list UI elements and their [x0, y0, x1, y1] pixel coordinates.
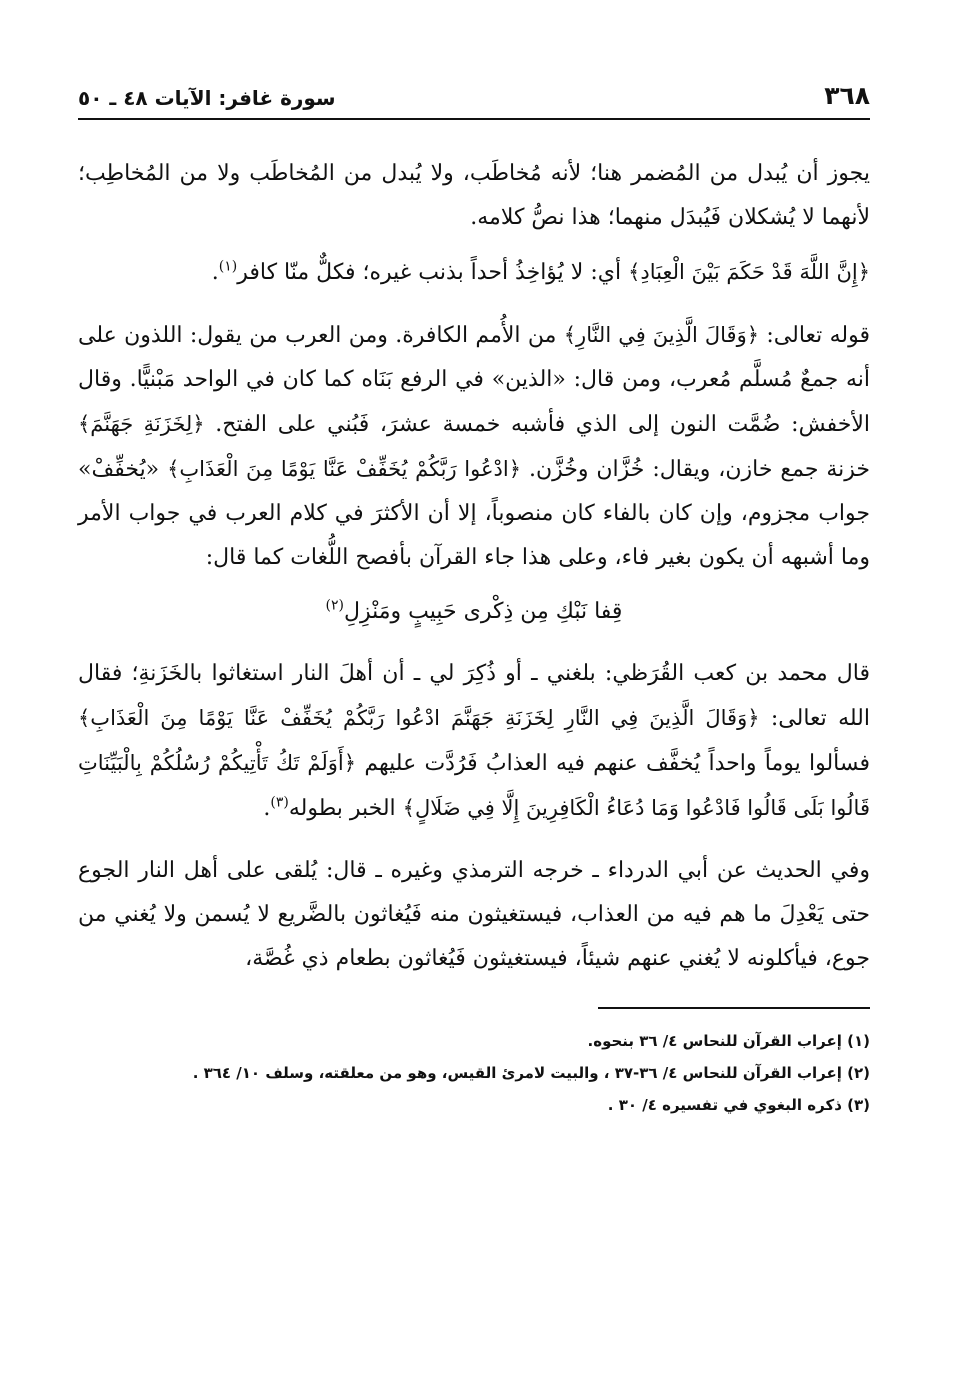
quran-verse: ﴿أَوَلَمْ تَكُ تَأْتِيكُمْ رُسُلُكُمْ بِالْبَيِّنَاتِ قَالُوا بَلَى قَالُوا فَادْعُوا وَمَا دُعَاءُ الْكَافِرِينَ إِلَّا فِي ضَلَالٍ﴾ — [78, 751, 870, 820]
quran-verse: ﴿إِنَّ اللَّهَ قَدْ حَكَمَ بَيْنَ الْعِبَادِ﴾ — [628, 260, 870, 284]
paragraph-text: أي: لا يُؤاخِذُ أحداً بذنب غيره؛ فكلٌّ منّا كافر — [237, 260, 622, 285]
paragraph-text: الخبر بطوله — [288, 796, 396, 821]
book-page — [78, 70, 870, 1121]
surah-title: سورة غافر: الآيات ٤٨ ـ ٥٠ — [78, 86, 336, 110]
footnote-3: (٣) ذكره البغوي في تفسيره ٤/ ٣٠ . — [607, 1096, 870, 1114]
footnote-divider — [598, 1007, 870, 1009]
footnote-ref-2: (٢) — [325, 597, 345, 614]
paragraph-text: «يُخفِّفْ» جواب مجزوم، وإن كان بالفاء كان منصوباً، إلا أن الأكثرَ في كلام العرب في جواب الأمر وما أشبهه أن يكون بغير فاء، وعلى هذا جاء القرآن بأفصح اللُّغات كما قال: — [78, 457, 870, 570]
footnote-ref-3: (٣) — [270, 794, 289, 811]
paragraph-2 — [78, 250, 870, 295]
quran-verse: ﴿لِخَزَنَةِ جَهَنَّمَ﴾ — [78, 412, 205, 436]
footnote-2: (٢) إعراب القرآن للنحاس ٤/ ٣٦-٣٧ ، والبيت لامرئ القيس، وهو من معلقته، وسلف ١٠/ ٣٦٤ . — [192, 1064, 870, 1082]
footnote-1: (١) إعراب القرآن للنحاس ٤/ ٣٦ بنحوه. — [587, 1032, 870, 1050]
paragraph-text: فسألوا يوماً واحداً يُخفَّف عنهم فيه العذابُ فَرُدَّت عليهم — [364, 751, 871, 776]
footnotes — [78, 1025, 870, 1121]
poetry-verse — [78, 590, 870, 634]
header-divider — [78, 118, 870, 120]
paragraph-3 — [78, 313, 870, 580]
quran-verse: ﴿ادْعُوا رَبَّكُمْ يُخَفِّفْ عَنَّا يَوْمًا مِنَ الْعَذَابِ﴾ — [167, 457, 521, 481]
quran-verse: ﴿وَقَالَ الَّذِينَ فِي النَّارِ﴾ — [563, 323, 760, 347]
paragraph-text: قوله تعالى: — [766, 323, 871, 348]
verse-text: قِفا نَبْكِ مِن ذِكْرى حَبِيبٍ ومَنْزِلِ — [344, 599, 623, 624]
paragraph-4 — [78, 652, 870, 831]
footnote-ref-1: (١) — [218, 258, 238, 275]
running-header — [78, 70, 870, 110]
paragraph-end: . — [211, 260, 219, 285]
page-number: ٣٦٨ — [824, 81, 870, 110]
paragraph-1: يجوز أن يُبدل من المُضمر هنا؛ لأنه مُخاطَب، ولا يُبدل من المُخاطَب ولا من المُخاطِب؛ لأنهما لا يُشكلان فَيُبدَل منهما؛ هذا نصُّ كلامه. — [78, 161, 870, 230]
paragraph-end: . — [263, 796, 271, 821]
paragraph-text: قال محمد بن كعب القُرَظي: بلغني ـ أو ذُكِرَ لي ـ أن أهلَ النار استغاثوا بالخَزَنةِ؛ فقال الله تعالى: — [78, 661, 870, 731]
paragraph-text: خزنة جمع خازن، ويقال: خُزَّان وخُزَّن. — [528, 457, 871, 482]
paragraph-text: من الأُمم الكافرة. ومن العرب من يقول: اللذون على أنه جمعٌ مُسلَّم مُعرب، ومن قال: «الذين» في الرفع بَنَاه كما كان في الواحد مَبْنيًّا. وقال الأخفش: ضُمَّت النون إلى الذي فأشبه خمسة عشرَ، فَبُني على الفتح. — [78, 323, 871, 437]
paragraph-5: وفي الحديث عن أبي الدرداء ـ خرجه الترمذي وغيره ـ قال: يُلقى على أهل النار الجوع حتى يَعْدِلَ ما هم فيه من العذاب، فيستغيثون منه فَيُغاثون بالضَّريع لا يُسمن ولا يُغني من جوع، فيأكلونه لا يُغني عنهم شيئاً، فيستغيثون فَيُغاثون بطعام ذي غُصَّة، — [78, 858, 870, 971]
quran-verse: ﴿وَقَالَ الَّذِينَ فِي النَّارِ لِخَزَنَةِ جَهَنَّمَ ادْعُوا رَبَّكُمْ يُخَفِّفْ عَنَّا يَوْمًا مِنَ الْعَذَابِ﴾ — [78, 706, 760, 730]
